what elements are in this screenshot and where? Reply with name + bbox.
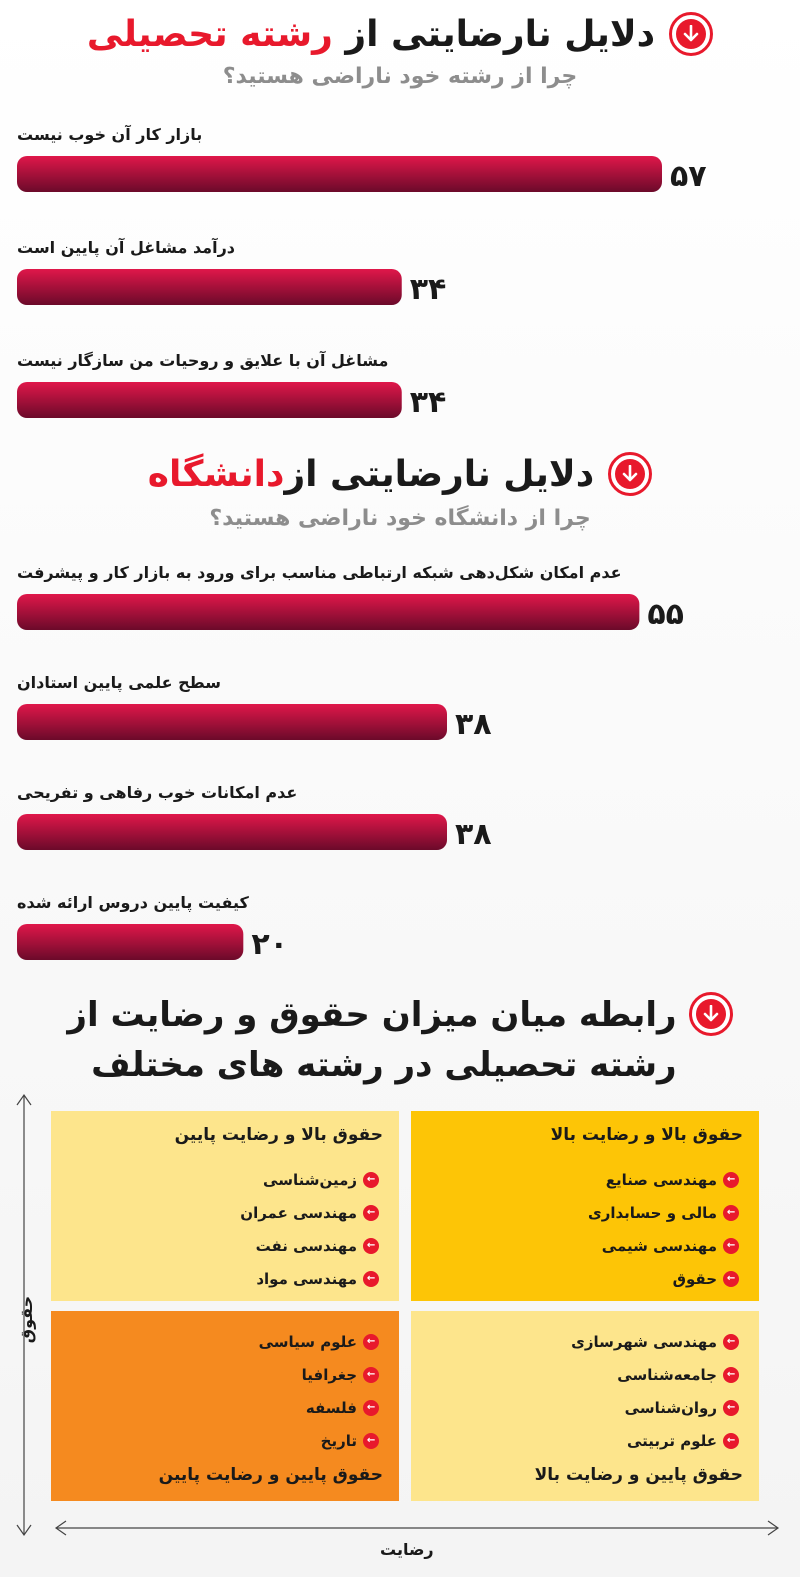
field-name: علوم سیاسی (258, 1332, 357, 1351)
list-item (427, 1163, 739, 1196)
field-name: حقوق (672, 1269, 717, 1288)
quadrant-list (67, 1163, 379, 1295)
field-name: علوم تربیتی (626, 1431, 717, 1450)
list-item (67, 1163, 379, 1196)
field-name: جغرافیا (301, 1365, 357, 1384)
quadrant-low-salary-low-satisfaction (51, 1311, 399, 1501)
bar-value-label: ۲۰ (251, 927, 288, 962)
field-name: مهندسی شهرسازی (571, 1332, 717, 1351)
bar-label: درآمد مشاغل آن پایین است (17, 238, 235, 257)
university-subtitle: چرا از دانشگاه خود ناراضی هستید؟ (209, 506, 591, 531)
arrow-down-circle-icon (608, 452, 652, 496)
list-item (67, 1229, 379, 1262)
field-name: روان‌شناسی (624, 1398, 717, 1417)
quadrant-title: حقوق پایین و رضایت بالا (534, 1465, 743, 1485)
quadrant-title: حقوق پایین و رضایت پایین (158, 1465, 383, 1485)
list-item (67, 1196, 379, 1229)
quadrant-high-salary-high-satisfaction (411, 1111, 759, 1301)
university-section-title (0, 452, 800, 496)
bar-value-label: ۵۷ (670, 159, 707, 194)
quadrant-list (427, 1163, 739, 1295)
arrow-left-circle-icon: ← (723, 1271, 739, 1287)
list-item (67, 1262, 379, 1295)
bar (17, 814, 447, 850)
field-name: مهندسی عمران (240, 1203, 357, 1222)
university-dissatisfaction-chart (0, 548, 800, 968)
field-name: مهندسی مواد (256, 1269, 357, 1288)
arrow-left-circle-icon: ← (723, 1205, 739, 1221)
arrow-left-circle-icon: ← (723, 1172, 739, 1188)
bar-value-label: ۵۵ (647, 597, 684, 632)
bar (17, 704, 447, 740)
university-title (148, 454, 594, 495)
matrix-title (0, 990, 800, 1090)
bar-value-label: ۳۴ (409, 385, 447, 420)
major-title-prefix: دلایل نارضایتی از (332, 13, 656, 55)
arrow-left-circle-icon: ← (363, 1238, 379, 1254)
matrix-title-line2: رشته تحصیلی در رشته های مختلف (91, 1045, 677, 1085)
list-item (67, 1325, 379, 1358)
major-title-accent: رشته تحصیلی (86, 13, 333, 55)
list-item (427, 1229, 739, 1262)
bar (17, 269, 402, 305)
bar (17, 156, 662, 192)
bar (17, 382, 402, 418)
quadrant-title: حقوق بالا و رضایت پایین (174, 1125, 383, 1145)
arrow-left-circle-icon: ← (723, 1433, 739, 1449)
arrow-left-circle-icon: ← (723, 1367, 739, 1383)
field-name: مالی و حسابداری (587, 1203, 717, 1222)
bar-label: مشاغل آن با علایق و روحیات من سازگار نیست (17, 351, 389, 370)
arrow-left-circle-icon: ← (363, 1205, 379, 1221)
bar-value-label: ۳۸ (455, 707, 492, 742)
arrow-left-circle-icon: ← (363, 1334, 379, 1350)
list-item (67, 1424, 379, 1457)
bar-value-label: ۳۸ (455, 817, 492, 852)
field-name: فلسفه (305, 1398, 357, 1417)
arrow-left-circle-icon: ← (723, 1334, 739, 1350)
x-axis-arrow (56, 1521, 778, 1535)
bar-label: کیفیت پایین دروس ارائه شده (17, 893, 249, 912)
university-title-accent: دانشگاه (147, 453, 285, 495)
list-item (427, 1196, 739, 1229)
bar-label: عدم امکانات خوب رفاهی و تفریحی (17, 783, 298, 802)
arrow-left-circle-icon: ← (363, 1172, 379, 1188)
arrow-left-circle-icon: ← (363, 1433, 379, 1449)
quadrant-list (67, 1325, 379, 1457)
major-dissatisfaction-chart (0, 110, 800, 430)
quadrant-list (427, 1325, 739, 1457)
bar-label: سطح علمی پایین استادان (17, 673, 221, 692)
field-name: جامعه‌شناسی (617, 1365, 717, 1384)
list-item (427, 1358, 739, 1391)
arrow-down-circle-icon (669, 12, 713, 56)
list-item (427, 1262, 739, 1295)
field-name: زمین‌شناسی (263, 1170, 357, 1189)
field-name: مهندسی نفت (255, 1236, 357, 1255)
quadrant-title: حقوق بالا و رضایت بالا (550, 1125, 743, 1145)
arrow-down-circle-icon (689, 992, 733, 1036)
arrow-left-circle-icon: ← (363, 1400, 379, 1416)
quadrant-high-salary-low-satisfaction (51, 1111, 399, 1301)
list-item (427, 1424, 739, 1457)
major-section-title (0, 12, 800, 56)
arrow-left-circle-icon: ← (363, 1271, 379, 1287)
university-title-prefix: دلایل نارضایتی از (284, 453, 595, 495)
bar-value-label: ۳۴ (409, 272, 447, 307)
arrow-left-circle-icon: ← (723, 1400, 739, 1416)
field-name: تاریخ (320, 1431, 357, 1450)
field-name: مهندسی صنایع (605, 1170, 717, 1189)
bar (17, 924, 243, 960)
major-title (87, 14, 655, 55)
y-axis-label: حقوق (17, 1295, 37, 1344)
list-item (67, 1358, 379, 1391)
x-axis-label: رضایت (380, 1540, 434, 1559)
list-item (67, 1391, 379, 1424)
field-name: مهندسی شیمی (601, 1236, 717, 1255)
arrow-left-circle-icon: ← (723, 1238, 739, 1254)
bar (17, 594, 639, 630)
major-subtitle: چرا از رشته خود ناراضی هستید؟ (222, 64, 578, 89)
arrow-left-circle-icon: ← (363, 1367, 379, 1383)
bar-label: عدم امکان شکل‌دهی شبکه ارتباطی مناسب برای ورود به بازار کار و پیشرفت (17, 563, 622, 582)
quadrant-low-salary-high-satisfaction (411, 1311, 759, 1501)
list-item (427, 1325, 739, 1358)
matrix-title-line1: رابطه میان میزان حقوق و رضایت از (67, 995, 677, 1035)
bar-label: بازار کار آن خوب نیست (17, 125, 203, 144)
list-item (427, 1391, 739, 1424)
